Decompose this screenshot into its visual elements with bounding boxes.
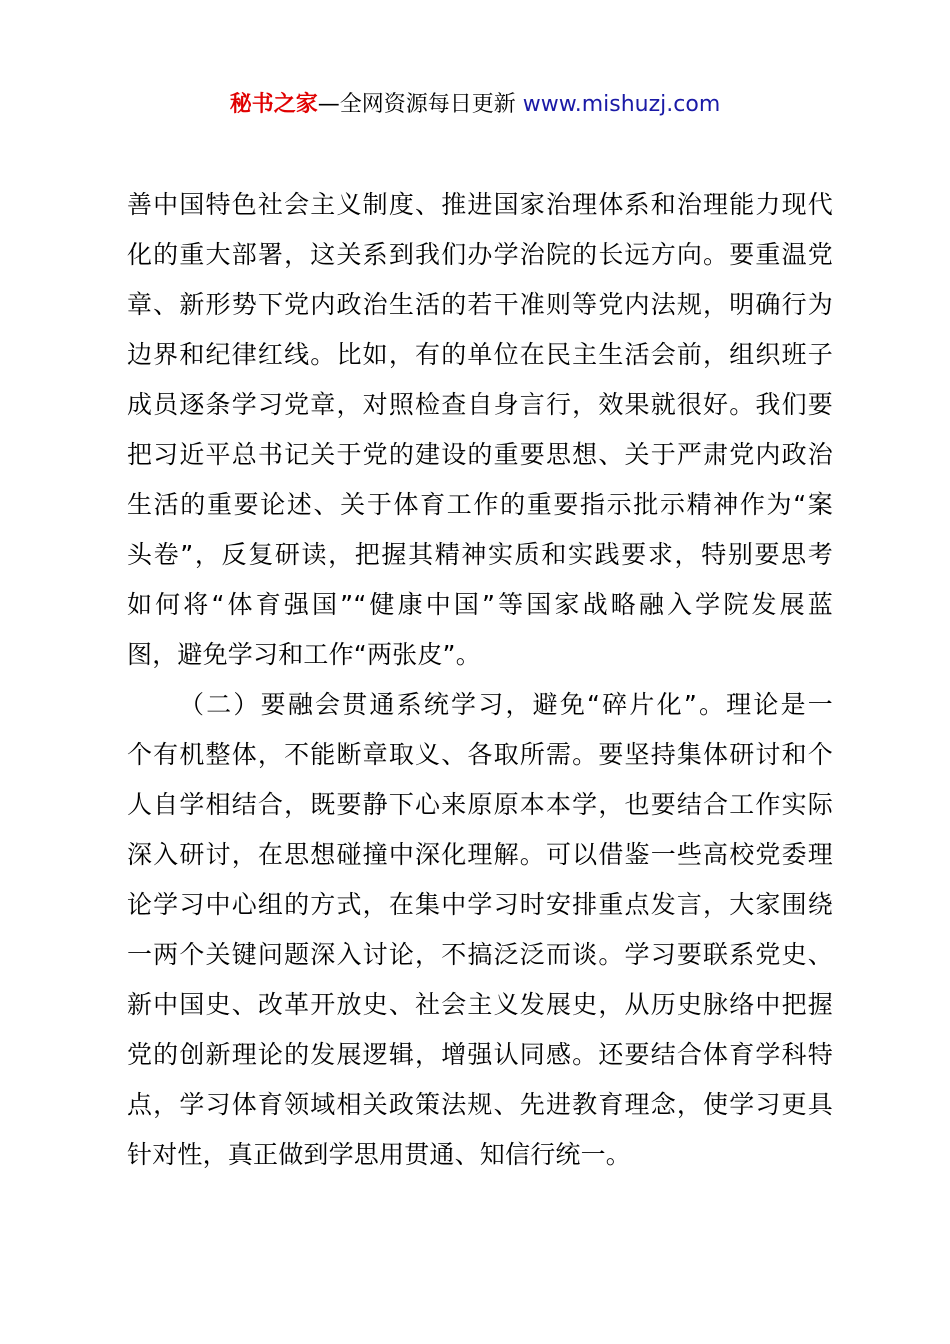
text-line: 新中国史、改革开放史、社会主义发展史，从历史脉络中把握 xyxy=(127,990,833,1019)
text-line: 论学习中心组的方式，在集中学习时安排重点发言，大家围绕 xyxy=(127,890,833,919)
paragraph-1 xyxy=(127,180,833,680)
text-line: 党的创新理论的发展逻辑，增强认同感。还要结合体育学科特 xyxy=(127,1040,833,1069)
text-line: 针对性，真正做到学思用贯通、知信行统一。 xyxy=(127,1140,632,1169)
header-tagline: —全网资源每日更新 xyxy=(317,92,523,117)
text-line: 个有机整体，不能断章取义、各取所需。要坚持集体研讨和个 xyxy=(127,740,833,769)
text-line: 图，避免学习和工作“两张皮”。 xyxy=(127,640,481,669)
text-line: 一两个关键问题深入讨论，不搞泛泛而谈。学习要联系党史、 xyxy=(127,940,833,969)
text-line: （二）要融会贯通系统学习，避免“碎片化”。理论是一 xyxy=(179,690,833,719)
text-line: 如何将“体育强国”“健康中国”等国家战略融入学院发展蓝 xyxy=(127,590,833,619)
text-line: 人自学相结合，既要静下心来原原本本学，也要结合工作实际 xyxy=(127,790,833,819)
text-line: 深入研讨，在思想碰撞中深化理解。可以借鉴一些高校党委理 xyxy=(127,840,833,869)
site-url-link[interactable]: www.mishuzj.com xyxy=(522,92,721,117)
site-header xyxy=(0,88,950,122)
text-line: 善中国特色社会主义制度、推进国家治理体系和治理能力现代 xyxy=(127,190,833,219)
text-line: 生活的重要论述、关于体育工作的重要指示批示精神作为“案 xyxy=(127,490,833,519)
text-line: 头卷”，反复研读，把握其精神实质和实践要求，特别要思考 xyxy=(127,540,833,569)
text-line: 边界和纪律红线。比如，有的单位在民主生活会前，组织班子 xyxy=(127,340,833,369)
text-line: 点，学习体育领域相关政策法规、先进教育理念，使学习更具 xyxy=(127,1090,833,1119)
text-line: 把习近平总书记关于党的建设的重要思想、关于严肃党内政治 xyxy=(127,440,833,469)
text-line: 化的重大部署，这关系到我们办学治院的长远方向。要重温党 xyxy=(127,240,833,269)
text-line: 成员逐条学习党章，对照检查自身言行，效果就很好。我们要 xyxy=(127,390,833,419)
brand-name: 秘书之家 xyxy=(229,92,318,117)
text-line: 章、新形势下党内政治生活的若干准则等党内法规，明确行为 xyxy=(127,290,833,319)
document-body xyxy=(127,180,833,1180)
paragraph-2 xyxy=(127,680,833,1180)
